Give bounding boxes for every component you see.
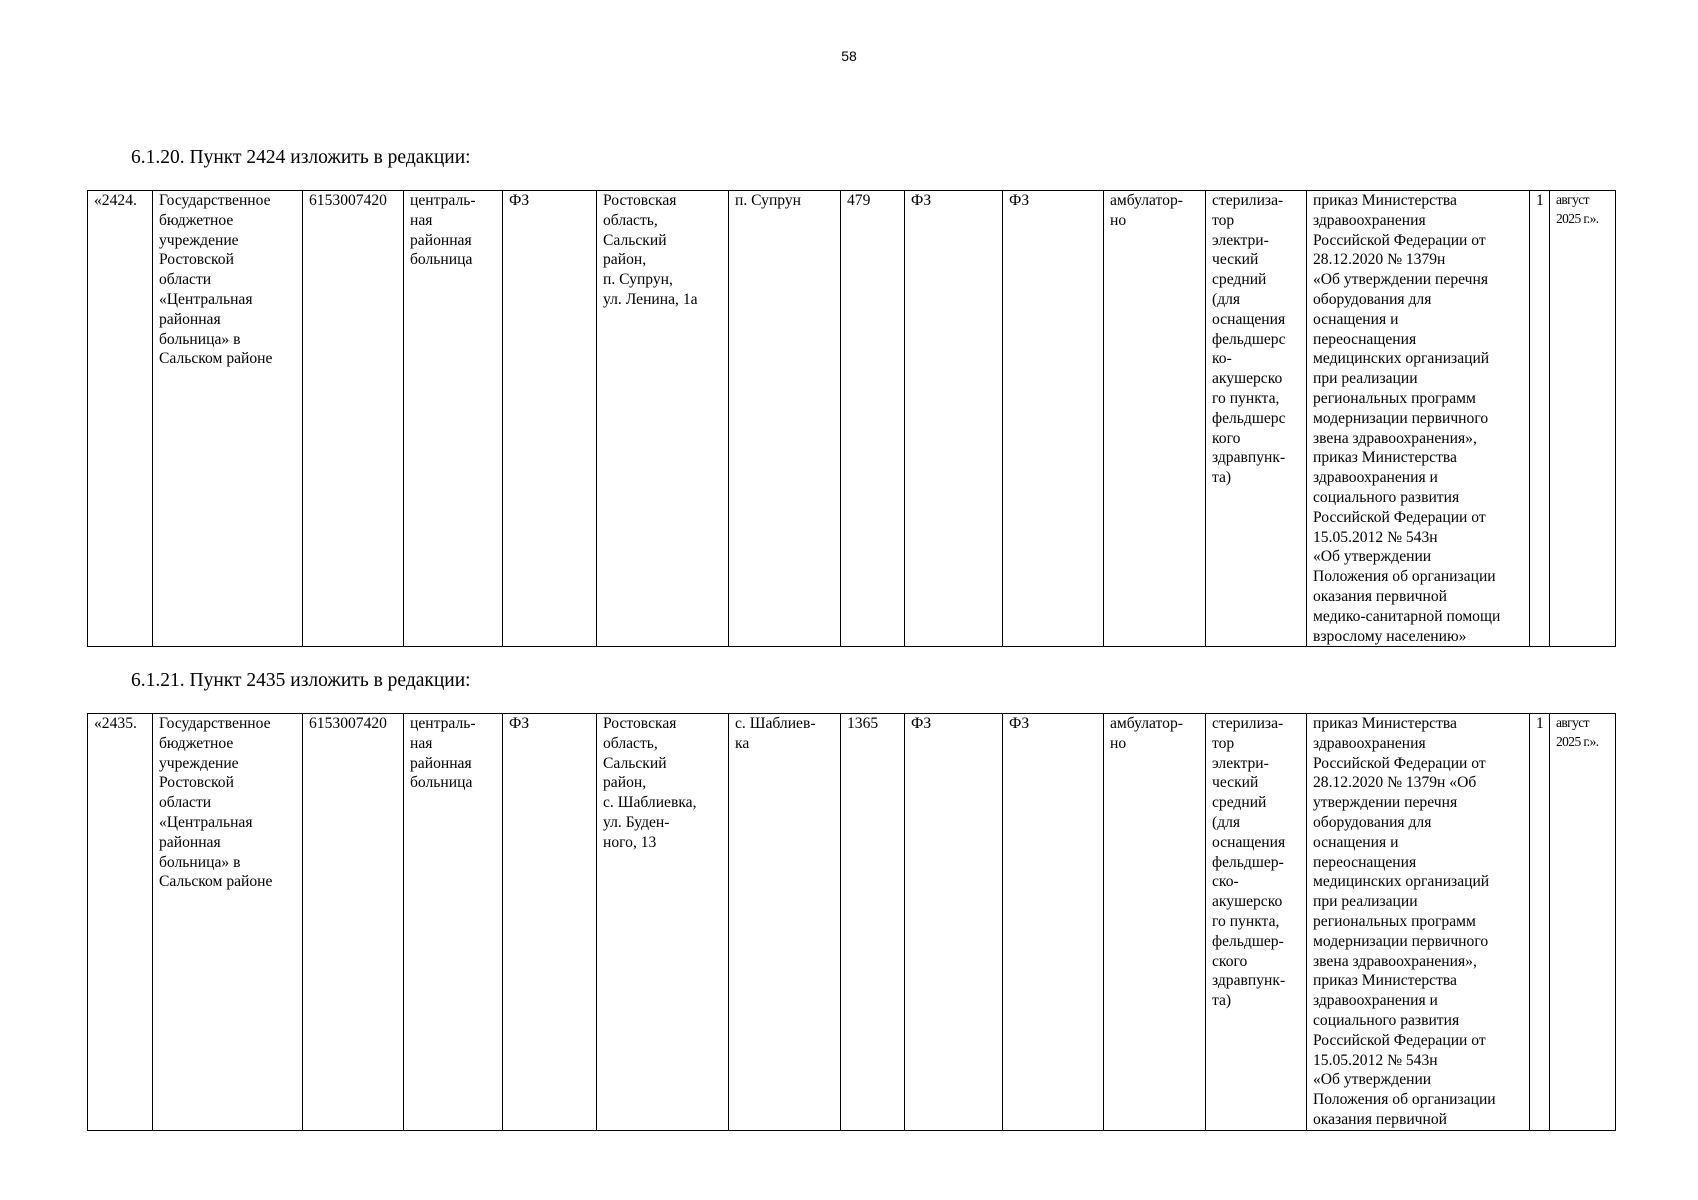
- deadline-cell: август 2025 г.».: [1550, 191, 1616, 647]
- population-cell: 1365: [841, 714, 905, 1131]
- program-cell: ФЗ: [503, 191, 597, 647]
- care-type-cell: амбулатор- но: [1104, 191, 1206, 647]
- org-type-cell: централь- ная районная больница: [404, 191, 503, 647]
- table-row: [88, 714, 1616, 1131]
- inn-cell: 6153007420: [303, 714, 404, 1131]
- entry-table: [87, 713, 1616, 1131]
- program-cell: ФЗ: [905, 191, 1003, 647]
- org-type-cell: централь- ная районная больница: [404, 714, 503, 1131]
- program-cell: ФЗ: [905, 714, 1003, 1131]
- section-heading: 6.1.20. Пункт 2424 изложить в редакции:: [131, 147, 471, 168]
- program-cell: ФЗ: [1003, 714, 1104, 1131]
- address-cell: Ростовская область, Сальский район, с. Шаблиевка, ул. Буден- ного, 13: [597, 714, 729, 1131]
- item-number-cell: «2435.: [88, 714, 153, 1131]
- settlement-cell: с. Шаблиев- ка: [729, 714, 841, 1131]
- legal-basis-cell: приказ Министерства здравоохранения Российской Федерации от 28.12.2020 № 1379н «Об утверждении перечня оборудования для оснащения и переоснащения медицинских организаций при реализации региональных программ модернизации первичного звена здравоохранения», приказ Министерства здравоохранения и социального развития Российской Федерации от 15.05.2012 № 543н «Об утверждении Положения об организации оказания первичной медико-санитарной помощи взрослому населению»: [1307, 191, 1530, 647]
- page-number: 58: [841, 48, 857, 64]
- legal-basis-cell: приказ Министерства здравоохранения Российской Федерации от 28.12.2020 № 1379н «Об утверждении перечня оборудования для оснащения и переоснащения медицинских организаций при реализации региональных программ модернизации первичного звена здравоохранения», приказ Министерства здравоохранения и социального развития Российской Федерации от 15.05.2012 № 543н «Об утверждении Положения об организации оказания первичной: [1307, 714, 1530, 1131]
- program-cell: ФЗ: [1003, 191, 1104, 647]
- equipment-cell: стерилиза- тор электри- ческий средний (для оснащения фельдшер- ско- акушерско го пункта, фельдшер- ского здравпунк- та): [1206, 714, 1307, 1131]
- settlement-cell: п. Супрун: [729, 191, 841, 647]
- care-type-cell: амбулатор- но: [1104, 714, 1206, 1131]
- item-number-cell: «2424.: [88, 191, 153, 647]
- equipment-cell: стерилиза- тор электри- ческий средний (для оснащения фельдшерс ко- акушерско го пункта, фельдшерс кого здравпунк- та): [1206, 191, 1307, 647]
- institution-cell: Государственное бюджетное учреждение Ростовской области «Центральная районная больница» в Сальском районе: [153, 714, 303, 1131]
- quantity-cell: 1: [1530, 714, 1550, 1131]
- quantity-cell: 1: [1530, 191, 1550, 647]
- deadline-cell: август 2025 г.».: [1550, 714, 1616, 1131]
- program-cell: ФЗ: [503, 714, 597, 1131]
- section-heading: 6.1.21. Пункт 2435 изложить в редакции:: [131, 670, 471, 691]
- institution-cell: Государственное бюджетное учреждение Ростовской области «Центральная районная больница» в Сальском районе: [153, 191, 303, 647]
- table-row: [88, 191, 1616, 647]
- population-cell: 479: [841, 191, 905, 647]
- address-cell: Ростовская область, Сальский район, п. Супрун, ул. Ленина, 1а: [597, 191, 729, 647]
- inn-cell: 6153007420: [303, 191, 404, 647]
- entry-table: [87, 190, 1616, 647]
